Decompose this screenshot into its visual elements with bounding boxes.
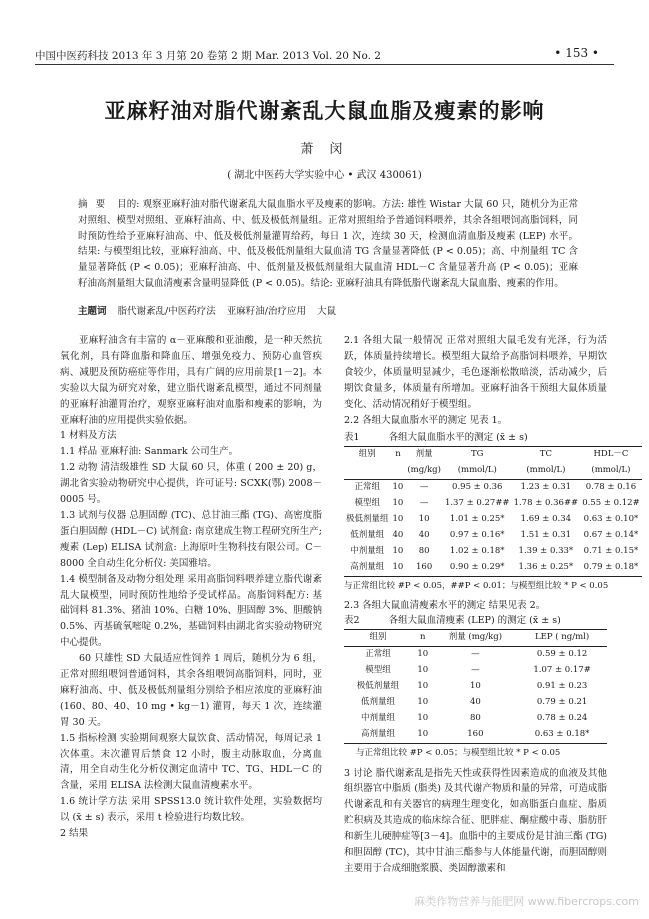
table-cell: 10 bbox=[392, 482, 404, 493]
table1 bbox=[344, 446, 642, 576]
table-header bbox=[391, 463, 406, 479]
paragraph: 2.1 各组大鼠一般情况 正常对照组大鼠毛发有光泽，行为活跃，体质量持续增长。模型组大鼠给予高脂饲料喂养，早期饮食较少，体质量明显减少，毛色逐渐松散暗淡，活动减少，后期饮食量多，体质量有所增加。亚麻籽油各干预组大鼠体质量变化、活动情况稍好于模型组。 bbox=[344, 335, 607, 410]
table-header: (mmol/L) bbox=[443, 463, 512, 479]
paragraph: 1.5 指标检测 实验期间观察大鼠饮食、活动情况，每周记录 1 次体重。末次灌胃后禁食 12 小时，腹主动脉取血，分离血清，用全自动生化分析仪测定血清中 TC、TG、HDL－C 的含量，采用 ELISA 法检测大鼠血清瘦素水平。 bbox=[60, 732, 322, 792]
table-cell: 80 bbox=[469, 712, 481, 723]
table-row bbox=[344, 512, 642, 528]
table-cell: 模型组 bbox=[354, 498, 381, 509]
table1-caption bbox=[344, 430, 607, 446]
paragraph: 1.2 动物 清洁级雄性 SD 大鼠 60 只，体重 ( 200 ± 20) g，湖北省实验动物研究中心提供，许可证号: SCXK(鄂) 2008－0005 号。 bbox=[60, 462, 322, 506]
table-cell: 正常组 bbox=[365, 649, 391, 660]
table-row bbox=[344, 663, 607, 679]
table-cell: 高剂量组 bbox=[344, 727, 412, 743]
journal-header: 中国中医药科技 2013 年 3 月第 20 卷第 2 期 Mar. 2013 Vol. 20 No. 2 bbox=[35, 50, 381, 62]
table-cell: 1.37 ± 0.27## bbox=[444, 498, 510, 509]
paragraph: 1.6 统计学方法 采用 SPSS13.0 统计软件处理，实验数据均以 (x̄ ± s) 表示，采用 t 检验进行均数比较。 bbox=[60, 796, 322, 824]
abstract bbox=[78, 197, 578, 292]
keywords-label: 主题词 bbox=[78, 306, 107, 317]
table-cell: 极低剂量组 bbox=[346, 513, 389, 524]
paragraph: 2.2 各组大鼠血脂水平的测定 见表 1。 bbox=[344, 414, 508, 426]
table-cell: 0.63 ± 0.10* bbox=[583, 513, 639, 524]
table-cell: 低剂量组 bbox=[350, 529, 385, 540]
keyword: 脂代谢紊乱/中医药疗法 bbox=[117, 306, 216, 317]
affiliation: ( 湖北中医药大学实验中心 • 武汉 430061) bbox=[227, 170, 422, 181]
table-cell: 40 bbox=[392, 529, 404, 540]
abstract-label: 摘要 bbox=[78, 199, 114, 210]
table-cell: 1.69 ± 0.34 bbox=[520, 513, 572, 524]
table-header: n bbox=[391, 447, 406, 463]
page-number: • 153 • bbox=[554, 46, 599, 60]
table-header: 剂量 (mg/kg) bbox=[434, 630, 518, 647]
table-cell: 极低剂量组 bbox=[356, 681, 400, 692]
table-cell: 10 bbox=[418, 513, 430, 524]
table-cell: 0.97 ± 0.16* bbox=[449, 529, 505, 540]
table-cell: 40 bbox=[418, 529, 430, 540]
discussion-paragraph: 3 讨论 脂代谢紊乱是指先天性或获得性因素造成的血液及其他组织器官中脂质 (脂类) 及其代谢产物质和量的异常，可造成脂代谢紊乱和有关器官的病理生理变化，如高脂蛋白血症、脂质贮积病及其造成的临床综合征、肥胖症、酮症酸中毒、脂肪肝和新生儿硬肿症等[3－4]。血脂中的主要成份是甘油三酯 (TG) 和胆固醇 (TC)，其中甘油三酯参与人体能量代谢，而胆固醇则主要用于合成细胞浆膜、类固醇激素和 bbox=[344, 767, 607, 874]
table-cell: 0.90 ± 0.29* bbox=[443, 560, 512, 576]
table-header: (mg/kg) bbox=[405, 463, 443, 479]
table2 bbox=[344, 629, 607, 743]
keyword: 大鼠 bbox=[317, 306, 337, 317]
table-cell: 10 bbox=[469, 681, 481, 692]
table-cell: — bbox=[419, 482, 429, 493]
table-cell: 1.02 ± 0.18* bbox=[449, 545, 505, 556]
table-header: n bbox=[412, 630, 434, 647]
table-cell: 10 bbox=[417, 665, 429, 676]
watermark: 麻类作物营养与能肥网 www.fibercrops.com bbox=[414, 895, 639, 908]
table-row bbox=[344, 727, 607, 743]
keyword: 亚麻籽油/治疗应用 bbox=[226, 306, 306, 317]
table-cell: 中剂量组 bbox=[360, 712, 395, 723]
table-cell: 0.95 ± 0.36 bbox=[452, 482, 503, 493]
table-cell: — bbox=[471, 665, 480, 676]
keywords bbox=[78, 303, 578, 317]
table-header: (mmol/L) bbox=[580, 463, 642, 479]
table-cell: 0.78 ± 0.16 bbox=[585, 482, 637, 493]
table-cell: — bbox=[471, 649, 480, 660]
table1-note: 与正常组比较 #P < 0.05，##P < 0.01；与模型组比较 * P < 0.05 bbox=[344, 580, 609, 591]
table-cell: 40 bbox=[469, 696, 481, 707]
table-cell: 160 bbox=[405, 560, 443, 576]
table-cell: 0.79 ± 0.18* bbox=[580, 560, 642, 576]
table-cell: 1.23 ± 0.31 bbox=[520, 482, 572, 493]
table-row bbox=[344, 480, 642, 496]
table1-title: 各组大鼠血脂水平的测定 (x̄ ± s) bbox=[388, 432, 528, 444]
table-cell: 1.78 ± 0.36## bbox=[513, 498, 579, 509]
table-cell: 10 bbox=[392, 498, 404, 509]
table2-caption bbox=[344, 613, 607, 629]
paragraph: 60 只雄性 SD 大鼠适应性饲养 1 周后，随机分为 6 组，正常对照组喂饲普通饲料，其余各组喂饲高脂饲料，同时，亚麻籽油高、中、低及极低剂量组分别给予相应浓度的亚麻籽油 (160、80、40、10 mg • kg－1) 灌胃，每天 1 次，连续灌胃 30 天。 bbox=[60, 653, 322, 728]
section-heading: 2 结果 bbox=[60, 828, 89, 840]
article-title: 亚麻籽油对脂代谢紊乱大鼠血脂及瘦素的影响 bbox=[104, 98, 545, 123]
table-cell: 高剂量组 bbox=[344, 560, 391, 576]
paragraph: 1.4 模型制备及动物分组处理 采用高脂饲料喂养建立脂代谢紊乱大鼠模型，同时预防性地给予受试样品。高脂饲料配方: 基础饲料 81.3%、猪油 10%、白糖 10%、胆固醇 3%、胆酸钠 0.5%、丙基硫氧嘧啶 0.2%，基础饲料由湖北省实验动物研究中心提供。 bbox=[60, 573, 322, 649]
table-cell: 中剂量组 bbox=[350, 545, 385, 556]
table-cell: 10 bbox=[392, 545, 404, 556]
paragraph: 1.3 试剂与仪器 总胆固醇 (TC)、总甘油三酯 (TG)、高密度脂蛋白胆固醇 (HDL－C) 试剂盒: 南京建成生物工程研究所生产; 瘦素 (Lep) ELISA 试剂盒: 上海原叶生物科技有限公司。C－8000 全自动生化分析仪: 美国雅培。 bbox=[60, 509, 322, 569]
table-row bbox=[344, 647, 607, 663]
table-row bbox=[344, 528, 642, 544]
table-cell: 0.55 ± 0.12# bbox=[582, 498, 640, 509]
paragraph: 2.3 各组大鼠血清瘦素水平的测定 结果见表 2。 bbox=[344, 599, 546, 611]
table-cell: 0.91 ± 0.23 bbox=[536, 681, 588, 692]
table-cell: 1.51 ± 0.31 bbox=[520, 529, 572, 540]
table-header: LEP ( ng/ml) bbox=[517, 630, 607, 647]
table-cell: — bbox=[419, 498, 429, 509]
table-cell: 10 bbox=[412, 727, 434, 743]
table-cell: 1.36 ± 0.25* bbox=[512, 560, 581, 576]
paragraph: 1.1 样品 亚麻籽油: Sanmark 公司生产。 bbox=[60, 446, 239, 458]
table-cell: 0.71 ± 0.15* bbox=[583, 545, 639, 556]
table-cell: 0.63 ± 0.18* bbox=[517, 727, 607, 743]
table-cell: 10 bbox=[392, 513, 404, 524]
table-header: 组别 bbox=[344, 630, 412, 647]
table1-label: 表1 bbox=[344, 432, 360, 444]
table-header bbox=[344, 463, 391, 479]
table-header: 剂量 bbox=[405, 447, 443, 463]
table-cell: 10 bbox=[417, 649, 429, 660]
table-cell: 10 bbox=[391, 560, 406, 576]
table-cell: 1.01 ± 0.25* bbox=[449, 513, 505, 524]
table-cell: 10 bbox=[417, 696, 429, 707]
table-row bbox=[344, 496, 642, 512]
table-header: TC bbox=[512, 447, 581, 463]
table-cell: 1.07 ± 0.17# bbox=[533, 665, 591, 676]
abstract-text: 目的: 观察亚麻籽油对脂代谢紊乱大鼠血脂水平及瘦素的影响。方法: 雄性 Wistar 大鼠 60 只，随机分为正常对照组、模型对照组、亚麻籽油高、中、低及极低剂量组。正常对照组给予普通饲料喂养，其余各组喂饲高脂饲料，同时预防性给予亚麻籽油高、中、低及极低剂量灌胃给药，每日 1 次，连续 30 天，检测血清血脂及瘦素 (LEP) 水平。结果: 与模型组比较，亚麻籽油高、中、低及极低剂量组大鼠血清 TG 含量显著降低 (P < 0.05)；高、中剂量组 TC 含量显著降低 (P < 0.05)；亚麻籽油高、中、低剂量及极低剂量组大鼠血清 HDL－C 含量显著升高 (P < 0.05)；亚麻籽油高剂量组大鼠血清瘦素含量明显降低 (P < 0.05)。结论: 亚麻籽油具有降低脂代谢紊乱大鼠血脂、瘦素的作用。 bbox=[78, 199, 578, 289]
table-header: HDL－C bbox=[580, 447, 642, 463]
intro-paragraph: 亚麻籽油含有丰富的 α－亚麻酸和亚油酸，是一种天然抗氧化剂，具有降血脂和降血压、增强免疫力、预防心血管疾病、减肥及预防癌症等作用，具有广阔的应用前景[1－2]。本实验以大鼠为研究对象，建立脂代谢紊乱模型，通过不同剂量的亚麻籽油灌胃治疗，观察亚麻籽油对血脂和瘦素的影响，为亚麻籽油的应用提供实验依据。 bbox=[60, 335, 322, 426]
table-header: (mmol/L) bbox=[512, 463, 581, 479]
table-cell: 160 bbox=[434, 727, 518, 743]
table-cell: 模型组 bbox=[365, 665, 391, 676]
table-row bbox=[344, 711, 607, 727]
table-cell: 0.79 ± 0.21 bbox=[536, 696, 588, 707]
table-header: 组别 bbox=[344, 447, 391, 463]
author: 萧 闵 bbox=[300, 142, 349, 157]
table-cell: 低剂量组 bbox=[360, 696, 395, 707]
table-cell: 0.78 ± 0.24 bbox=[536, 712, 588, 723]
table-cell: 0.59 ± 0.12 bbox=[536, 649, 588, 660]
right-column bbox=[344, 333, 640, 877]
section-heading: 1 材料及方法 bbox=[60, 430, 117, 442]
table-row bbox=[344, 679, 607, 695]
table-cell: 10 bbox=[417, 681, 429, 692]
table-cell: 80 bbox=[418, 545, 430, 556]
table-row bbox=[344, 544, 642, 560]
table2-label: 表2 bbox=[344, 615, 360, 627]
left-column bbox=[60, 333, 322, 842]
table-row bbox=[344, 695, 607, 711]
table-row bbox=[344, 560, 642, 576]
table-header: TG bbox=[443, 447, 512, 463]
table-cell: 0.67 ± 0.14* bbox=[583, 529, 639, 540]
header-rule bbox=[35, 64, 614, 65]
table-cell: 1.39 ± 0.33* bbox=[518, 545, 574, 556]
table-cell: 正常组 bbox=[354, 482, 381, 493]
table2-title: 各组大鼠血清瘦素 (LEP) 的测定 (x̄ ± s) bbox=[388, 615, 561, 627]
table2-note: 与正常组比较 #P < 0.05；与模型组比较 * P < 0.05 bbox=[356, 747, 561, 758]
table-cell: 10 bbox=[417, 712, 429, 723]
